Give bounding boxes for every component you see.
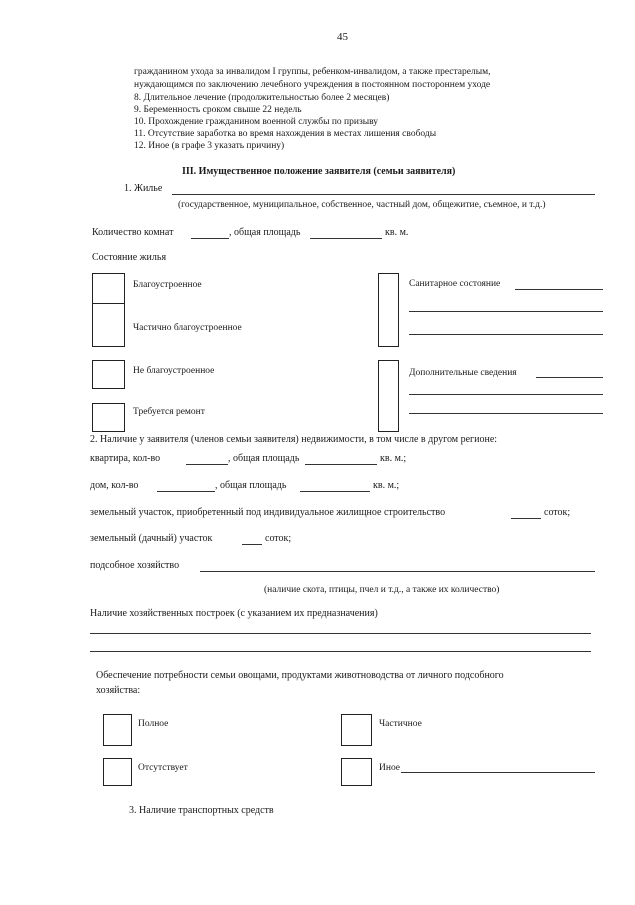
list-item: 8. Длительное лечение (продолжительностью более 2 месяцев) <box>134 93 390 103</box>
farm-label: подсобное хозяйство <box>90 560 180 571</box>
land-individual-unit: соток; <box>544 507 571 518</box>
provision-other-field[interactable] <box>401 772 595 773</box>
outbuildings-label: Наличие хозяйственных построек (с указанием их предназначения) <box>90 608 378 619</box>
housing-input-line[interactable] <box>172 194 595 195</box>
option-not-equipped-label: Не благоустроенное <box>133 366 215 376</box>
list-item: 11. Отсутствие заработка во время нахождения в местах лишения свободы <box>134 129 437 139</box>
rooms-field[interactable] <box>191 238 229 239</box>
land-individual-field[interactable] <box>511 518 541 519</box>
section-title: III. Имущественное положение заявителя (семьи заявителя) <box>182 166 456 177</box>
option-repair-label: Требуется ремонт <box>133 407 205 417</box>
checkbox-provision-partial[interactable] <box>341 714 372 746</box>
housing-hint: (государственное, муниципальное, собственное, частный дом, общежитие, съемное, и т.д.) <box>178 200 546 210</box>
provision-text: хозяйства: <box>96 685 141 696</box>
list-item: 10. Прохождение гражданином военной службы по призыву <box>134 117 378 127</box>
checkbox-provision-absent[interactable] <box>103 758 132 786</box>
additional-label: Дополнительные сведения <box>409 368 517 378</box>
checkbox-provision-other[interactable] <box>341 758 372 786</box>
apartment-area-label: , общая площадь <box>228 453 300 464</box>
sanitary-field-line[interactable] <box>515 289 603 290</box>
additional-field-line[interactable] <box>409 413 603 414</box>
apartment-count-field[interactable] <box>186 464 228 465</box>
option-partially-label: Частично благоустроенное <box>133 323 242 333</box>
property-label: 2. Наличие у заявителя (членов семьи заявителя) недвижимости, в том числе в другом регионе: <box>90 434 498 445</box>
land-dacha-field[interactable] <box>242 544 262 545</box>
house-area-unit: кв. м.; <box>373 480 400 491</box>
provision-text: Обеспечение потребности семьи овощами, продуктами животноводства от личного подсобного <box>96 670 504 681</box>
checkbox-provision-full[interactable] <box>103 714 132 746</box>
sanitary-field-line[interactable] <box>409 334 603 335</box>
list-item: 9. Беременность сроком свыше 22 недель <box>134 105 302 115</box>
sanitary-label: Санитарное состояние <box>409 279 501 289</box>
housing-label: 1. Жилье <box>124 183 163 194</box>
option-well-equipped-label: Благоустроенное <box>133 280 202 290</box>
rooms-label: Количество комнат <box>92 227 174 238</box>
sanitary-field-line[interactable] <box>409 311 603 312</box>
list-item: 12. Иное (в графе 3 указать причину) <box>134 141 285 151</box>
house-area-label: , общая площадь <box>215 480 287 491</box>
checkbox-repair[interactable] <box>92 403 125 432</box>
checkbox-well-equipped[interactable] <box>92 273 125 305</box>
provision-other-label: Иное <box>379 763 401 773</box>
outbuildings-field-line[interactable] <box>90 633 591 634</box>
land-dacha-label: земельный (дачный) участок <box>90 533 213 544</box>
house-label: дом, кол-во <box>90 480 139 491</box>
farm-hint: (наличие скота, птицы, пчел и т.д., а также их количество) <box>264 585 500 595</box>
checkbox-additional[interactable] <box>378 360 399 432</box>
area-field[interactable] <box>310 238 382 239</box>
apartment-area-field[interactable] <box>305 464 377 465</box>
apartment-area-unit: кв. м.; <box>380 453 407 464</box>
provision-full-label: Полное <box>138 719 169 729</box>
house-area-field[interactable] <box>300 491 370 492</box>
page-number: 45 <box>337 31 348 43</box>
checkbox-not-equipped[interactable] <box>92 360 125 389</box>
area-label: , общая площадь <box>229 227 301 238</box>
list-item: нуждающимся по заключению лечебного учреждения в постоянном постороннем уходе <box>134 80 491 90</box>
house-count-field[interactable] <box>157 491 215 492</box>
checkbox-partially-equipped[interactable] <box>92 303 125 347</box>
transport-label: 3. Наличие транспортных средств <box>129 805 274 816</box>
checkbox-sanitary[interactable] <box>378 273 399 347</box>
apartment-label: квартира, кол-во <box>90 453 161 464</box>
land-dacha-unit: соток; <box>265 533 292 544</box>
housing-state-label: Состояние жилья <box>92 252 167 263</box>
land-individual-label: земельный участок, приобретенный под индивидуальное жилищное строительство <box>90 507 446 518</box>
list-item: гражданином ухода за инвалидом I группы, ребенком-инвалидом, а также престарелым, <box>134 67 491 77</box>
outbuildings-field-line[interactable] <box>90 651 591 652</box>
provision-partial-label: Частичное <box>379 719 422 729</box>
provision-absent-label: Отсутствует <box>138 763 188 773</box>
additional-field-line[interactable] <box>409 394 603 395</box>
area-unit: кв. м. <box>385 227 409 238</box>
farm-field[interactable] <box>200 571 595 572</box>
additional-field-line[interactable] <box>536 377 603 378</box>
